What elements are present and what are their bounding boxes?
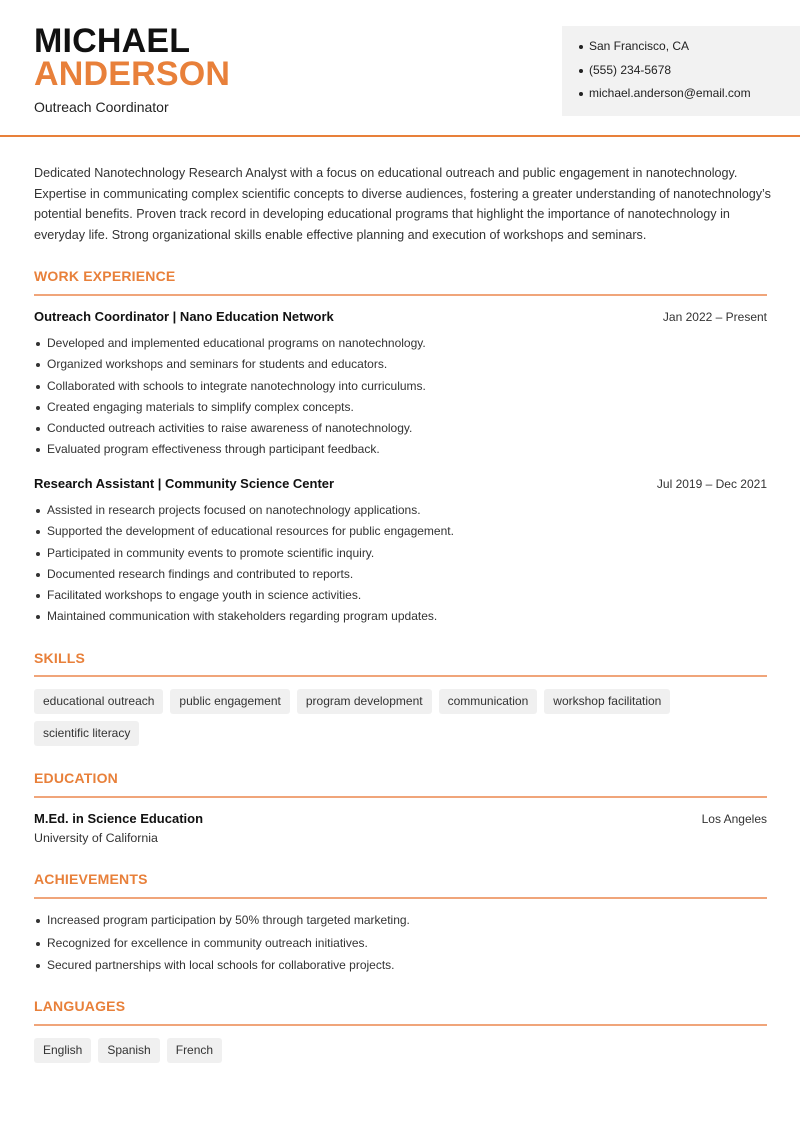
section-title-languages: LANGUAGES	[34, 998, 126, 1014]
contact-phone: (555) 234-5678	[579, 61, 800, 85]
first-name: MICHAEL	[34, 22, 191, 60]
section-title-achievements: ACHIEVEMENTS	[34, 871, 148, 887]
section-title-work: WORK EXPERIENCE	[34, 268, 176, 284]
section-divider	[34, 675, 767, 677]
contact-email[interactable]: michael.anderson@email.com	[579, 84, 800, 108]
degree: M.Ed. in Science Education	[34, 811, 204, 826]
list-item: Facilitated workshops to engage youth in science activities.	[34, 587, 767, 608]
list-item: Collaborated with schools to integrate nanotechnology into curriculums.	[34, 378, 767, 399]
skill-tag: communication	[439, 689, 538, 714]
job-bullets	[34, 335, 767, 463]
resume-header	[0, 0, 800, 137]
summary-paragraph: Dedicated Nanotechnology Research Analyst with a focus on educational outreach and public engagement in nanotechnology. Expertise in communicating complex scientific concepts to diverse audiences, fostering a greater understanding of nanotechnology’s potential benefits. Proven track record in developing educational programs that highlight the importance of nanotechnology in everyday life. Strong organizational skills enable effective planning and execution of workshops and seminars.	[34, 166, 771, 242]
education-location: Los Angeles	[701, 812, 767, 826]
job-role: Research Assistant | Community Science Center	[34, 476, 335, 491]
section-divider	[34, 796, 767, 798]
school-name: University of California	[34, 831, 158, 845]
section-divider	[34, 1024, 767, 1026]
list-item: Developed and implemented educational programs on nanotechnology.	[34, 335, 767, 356]
language-tag: Spanish	[98, 1038, 159, 1063]
skills-tags	[34, 689, 774, 753]
section-divider	[34, 294, 767, 296]
list-item: Participated in community events to promote scientific inquiry.	[34, 545, 767, 566]
language-tag: English	[34, 1038, 91, 1063]
skill-tag: scientific literacy	[34, 721, 139, 746]
skill-tag: public engagement	[170, 689, 289, 714]
list-item: Conducted outreach activities to raise awareness of nanotechnology.	[34, 420, 767, 441]
skill-tag: educational outreach	[34, 689, 163, 714]
list-item: Assisted in research projects focused on nanotechnology applications.	[34, 502, 767, 523]
education-header	[34, 811, 767, 826]
job-bullets	[34, 502, 767, 630]
section-divider	[34, 897, 767, 899]
job-dates: Jan 2022 – Present	[662, 310, 767, 324]
skill-tag: workshop facilitation	[544, 689, 670, 714]
job-title: Outreach Coordinator	[34, 99, 169, 115]
achievements-list	[34, 912, 767, 980]
contact-box	[562, 26, 800, 116]
contact-location: San Francisco, CA	[579, 37, 800, 61]
list-item: Increased program participation by 50% through targeted marketing.	[34, 912, 767, 935]
section-title-education: EDUCATION	[34, 770, 118, 786]
list-item: Secured partnerships with local schools for collaborative projects.	[34, 957, 767, 980]
list-item: Documented research findings and contributed to reports.	[34, 566, 767, 587]
job-dates: Jul 2019 – Dec 2021	[656, 477, 767, 491]
list-item: Maintained communication with stakeholders regarding program updates.	[34, 608, 767, 629]
list-item: Created engaging materials to simplify complex concepts.	[34, 399, 767, 420]
language-tag: French	[167, 1038, 222, 1063]
job-header	[34, 309, 767, 324]
skill-tag: program development	[297, 689, 432, 714]
list-item: Evaluated program effectiveness through participant feedback.	[34, 441, 767, 462]
list-item: Recognized for excellence in community outreach initiatives.	[34, 935, 767, 958]
section-title-skills: SKILLS	[34, 650, 85, 666]
list-item: Organized workshops and seminars for students and educators.	[34, 356, 767, 377]
job-header	[34, 476, 767, 491]
last-name: ANDERSON	[34, 55, 231, 93]
list-item: Supported the development of educational resources for public engagement.	[34, 523, 767, 544]
languages-tags	[34, 1038, 774, 1070]
job-role: Outreach Coordinator | Nano Education Network	[34, 309, 334, 324]
